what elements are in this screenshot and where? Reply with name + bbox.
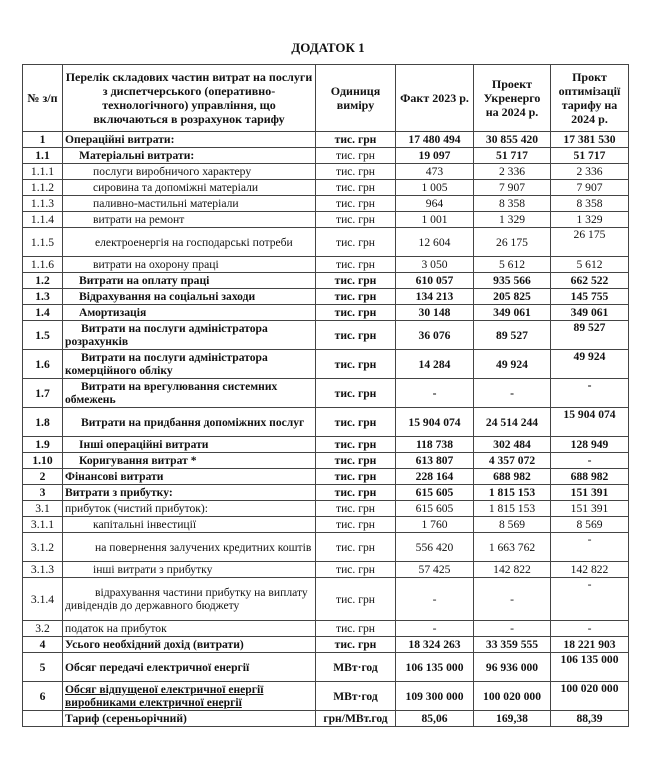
row-fact: 473 [396,164,474,180]
row-fact: 134 213 [396,289,474,305]
row-optimization: 15 904 074 [551,408,629,437]
row-num: 1.1.5 [23,228,63,257]
table-row [23,305,629,321]
row-name: Витрати на послуги адміністратора комерційного обліку [63,350,316,379]
row-ukrenergo: 205 825 [474,289,551,305]
header-ukrenergo-2024: Проект Укренерго на 2024 р. [474,65,551,132]
row-ukrenergo: 1 329 [474,212,551,228]
row-name: Тариф (сереньорічний) [63,711,316,727]
row-unit: тис. грн [316,517,396,533]
row-num: 6 [23,682,63,711]
row-unit: тис. грн [316,501,396,517]
row-unit: тис. грн [316,305,396,321]
row-ukrenergo: 24 514 244 [474,408,551,437]
row-optimization: 349 061 [551,305,629,321]
row-fact: 228 164 [396,469,474,485]
row-name: податок на прибуток [63,621,316,637]
row-num: 2 [23,469,63,485]
row-num: 3.1.4 [23,578,63,621]
row-num: 3.1.3 [23,562,63,578]
row-num: 1.3 [23,289,63,305]
row-fact: 615 605 [396,485,474,501]
row-optimization: 89 527 [551,321,629,350]
row-unit: тис. грн [316,408,396,437]
row-unit: тис. грн [316,453,396,469]
row-unit: тис. грн [316,289,396,305]
row-ukrenergo: 1 815 153 [474,501,551,517]
table-row [23,453,629,469]
row-name: Амортизація [63,305,316,321]
row-num: 1.1.6 [23,257,63,273]
row-ukrenergo: 26 175 [474,228,551,257]
row-fact: 1 760 [396,517,474,533]
row-optimization: 142 822 [551,562,629,578]
table-row [23,653,629,682]
row-ukrenergo: 100 020 000 [474,682,551,711]
row-ukrenergo: 89 527 [474,321,551,350]
row-name: Операційні витрати: [63,132,316,148]
row-optimization: 5 612 [551,257,629,273]
row-optimization: 145 755 [551,289,629,305]
header-num: № з/п [23,65,63,132]
row-ukrenergo: 302 484 [474,437,551,453]
row-fact: 109 300 000 [396,682,474,711]
row-name: електроенергія на господарські потреби [63,228,316,257]
row-fact: 85,06 [396,711,474,727]
row-ukrenergo: 30 855 420 [474,132,551,148]
row-name: капітальні інвестиції [63,517,316,533]
table-row [23,408,629,437]
table-row-tariff [23,711,629,727]
row-ukrenergo: - [474,379,551,408]
row-num: 3.1 [23,501,63,517]
row-num: 1.1.2 [23,180,63,196]
row-unit: тис. грн [316,257,396,273]
row-name: Витрати на врегулювання системних обмежень [63,379,316,408]
table-row [23,682,629,711]
row-num: 5 [23,653,63,682]
row-unit: тис. грн [316,533,396,562]
row-fact: 15 904 074 [396,408,474,437]
table-row [23,228,629,257]
row-fact: 118 738 [396,437,474,453]
row-unit: МВт·год [316,653,396,682]
row-fact: 30 148 [396,305,474,321]
row-unit: тис. грн [316,437,396,453]
row-optimization: - [551,453,629,469]
row-name: паливно-мастильні матеріали [63,196,316,212]
row-ukrenergo: 1 663 762 [474,533,551,562]
header-fact-2023: Факт 2023 р. [396,65,474,132]
table-row [23,485,629,501]
row-unit: тис. грн [316,350,396,379]
row-optimization: 128 949 [551,437,629,453]
row-ukrenergo: 8 569 [474,517,551,533]
row-name: Витрати з прибутку: [63,485,316,501]
row-num: 3.1.2 [23,533,63,562]
row-optimization: 106 135 000 [551,653,629,682]
row-fact: - [396,379,474,408]
row-optimization: 8 358 [551,196,629,212]
table-row [23,533,629,562]
row-ukrenergo: 33 359 555 [474,637,551,653]
row-name: прибуток (чистий прибуток): [63,501,316,517]
table-row [23,621,629,637]
row-ukrenergo: 7 907 [474,180,551,196]
row-optimization: - [551,621,629,637]
table-row [23,321,629,350]
row-num: 3 [23,485,63,501]
tariff-cost-table [22,64,629,727]
row-optimization: 88,39 [551,711,629,727]
table-row [23,469,629,485]
row-fact: 556 420 [396,533,474,562]
row-optimization: 100 020 000 [551,682,629,711]
row-name: Обсяг відпущеної електричної енергії виробниками електричної енергії [63,682,316,711]
row-optimization: 49 924 [551,350,629,379]
row-ukrenergo: 2 336 [474,164,551,180]
row-num: 1.1.3 [23,196,63,212]
row-optimization: 8 569 [551,517,629,533]
row-optimization: - [551,533,629,562]
row-fact: 613 807 [396,453,474,469]
row-optimization: 7 907 [551,180,629,196]
row-fact: 610 057 [396,273,474,289]
row-ukrenergo: 688 982 [474,469,551,485]
row-name: Інші операційні витрати [63,437,316,453]
row-num: 1.2 [23,273,63,289]
row-optimization: 2 336 [551,164,629,180]
row-name: Витрати на оплату праці [63,273,316,289]
row-fact: 17 480 494 [396,132,474,148]
row-num: 1.1.4 [23,212,63,228]
row-ukrenergo: 5 612 [474,257,551,273]
row-fact: 18 324 263 [396,637,474,653]
row-unit: тис. грн [316,321,396,350]
row-optimization: 151 391 [551,485,629,501]
header-name: Перелік складових частин витрат на послуги з диспетчерського (оперативно-технологічного) управління, що включаються в розрахунок тарифу [63,65,316,132]
row-name: сировина та допоміжні матеріали [63,180,316,196]
row-num: 3.2 [23,621,63,637]
row-unit: тис. грн [316,148,396,164]
row-fact: 36 076 [396,321,474,350]
row-unit: тис. грн [316,621,396,637]
row-unit: МВт·год [316,682,396,711]
table-row [23,289,629,305]
row-unit: тис. грн [316,578,396,621]
row-unit: тис. грн [316,273,396,289]
row-name: на повернення залучених кредитних коштів [63,533,316,562]
header-optimization-2024: Прокт оптимізації тарифу на 2024 р. [551,65,629,132]
row-unit: тис. грн [316,180,396,196]
table-row [23,379,629,408]
row-unit: тис. грн [316,485,396,501]
row-name: Усього необхідний дохід (витрати) [63,637,316,653]
table-header-row [23,65,629,132]
row-optimization: 18 221 903 [551,637,629,653]
row-num: 1.10 [23,453,63,469]
row-num: 1.5 [23,321,63,350]
table-row [23,437,629,453]
row-fact: 3 050 [396,257,474,273]
row-name: Матеріальні витрати: [63,148,316,164]
row-unit: тис. грн [316,562,396,578]
table-row [23,517,629,533]
row-num: 1.6 [23,350,63,379]
row-fact: - [396,578,474,621]
row-optimization: 26 175 [551,228,629,257]
row-num: 1.1 [23,148,63,164]
row-unit: тис. грн [316,164,396,180]
row-ukrenergo: 169,38 [474,711,551,727]
row-ukrenergo: - [474,621,551,637]
row-num: 3.1.1 [23,517,63,533]
row-fact: 12 604 [396,228,474,257]
row-ukrenergo: 349 061 [474,305,551,321]
row-num: 1.9 [23,437,63,453]
row-name: Витрати на послуги адміністратора розрахунків [63,321,316,350]
row-fact: 19 097 [396,148,474,164]
row-ukrenergo: 96 936 000 [474,653,551,682]
row-ukrenergo: 935 566 [474,273,551,289]
row-fact: - [396,621,474,637]
table-row [23,196,629,212]
table-row [23,578,629,621]
row-unit: тис. грн [316,637,396,653]
table-row [23,132,629,148]
table-row [23,164,629,180]
row-ukrenergo: 49 924 [474,350,551,379]
row-name: послуги виробничого характеру [63,164,316,180]
row-optimization: 151 391 [551,501,629,517]
row-optimization: 1 329 [551,212,629,228]
table-row [23,148,629,164]
row-name: витрати на ремонт [63,212,316,228]
row-optimization: - [551,379,629,408]
row-name: Фінансові витрати [63,469,316,485]
row-ukrenergo: 51 717 [474,148,551,164]
row-unit: тис. грн [316,212,396,228]
row-optimization: 688 982 [551,469,629,485]
table-row [23,562,629,578]
row-unit: тис. грн [316,379,396,408]
row-ukrenergo: 142 822 [474,562,551,578]
row-num: 4 [23,637,63,653]
row-optimization: 17 381 530 [551,132,629,148]
row-ukrenergo: 8 358 [474,196,551,212]
row-name: відрахування частини прибутку на виплату дивідендів до державного бюджету [63,578,316,621]
row-fact: 964 [396,196,474,212]
row-unit: тис. грн [316,132,396,148]
row-name: інші витрати з прибутку [63,562,316,578]
row-fact: 615 605 [396,501,474,517]
row-unit: тис. грн [316,469,396,485]
row-optimization: 51 717 [551,148,629,164]
row-fact: 1 005 [396,180,474,196]
row-unit: грн/МВт.год [316,711,396,727]
row-optimization: - [551,578,629,621]
row-name: Коригування витрат * [63,453,316,469]
row-fact: 106 135 000 [396,653,474,682]
table-row [23,212,629,228]
row-name: витрати на охорону праці [63,257,316,273]
table-row [23,180,629,196]
header-unit: Одиниця виміру [316,65,396,132]
row-num [23,711,63,727]
row-fact: 57 425 [396,562,474,578]
row-fact: 1 001 [396,212,474,228]
table-row [23,257,629,273]
row-num: 1.4 [23,305,63,321]
row-ukrenergo: 1 815 153 [474,485,551,501]
row-num: 1.7 [23,379,63,408]
table-row [23,637,629,653]
row-ukrenergo: - [474,578,551,621]
row-fact: 14 284 [396,350,474,379]
row-num: 1.1.1 [23,164,63,180]
row-num: 1.8 [23,408,63,437]
row-name: Обсяг передачі електричної енергії [63,653,316,682]
table-row [23,350,629,379]
row-unit: тис. грн [316,196,396,212]
page-title: ДОДАТОК 1 [291,40,365,55]
table-row [23,501,629,517]
row-optimization: 662 522 [551,273,629,289]
row-name: Відрахування на соціальні заходи [63,289,316,305]
row-name: Витрати на придбання допоміжних послуг [63,408,316,437]
row-ukrenergo: 4 357 072 [474,453,551,469]
table-row [23,273,629,289]
row-num: 1 [23,132,63,148]
row-unit: тис. грн [316,228,396,257]
